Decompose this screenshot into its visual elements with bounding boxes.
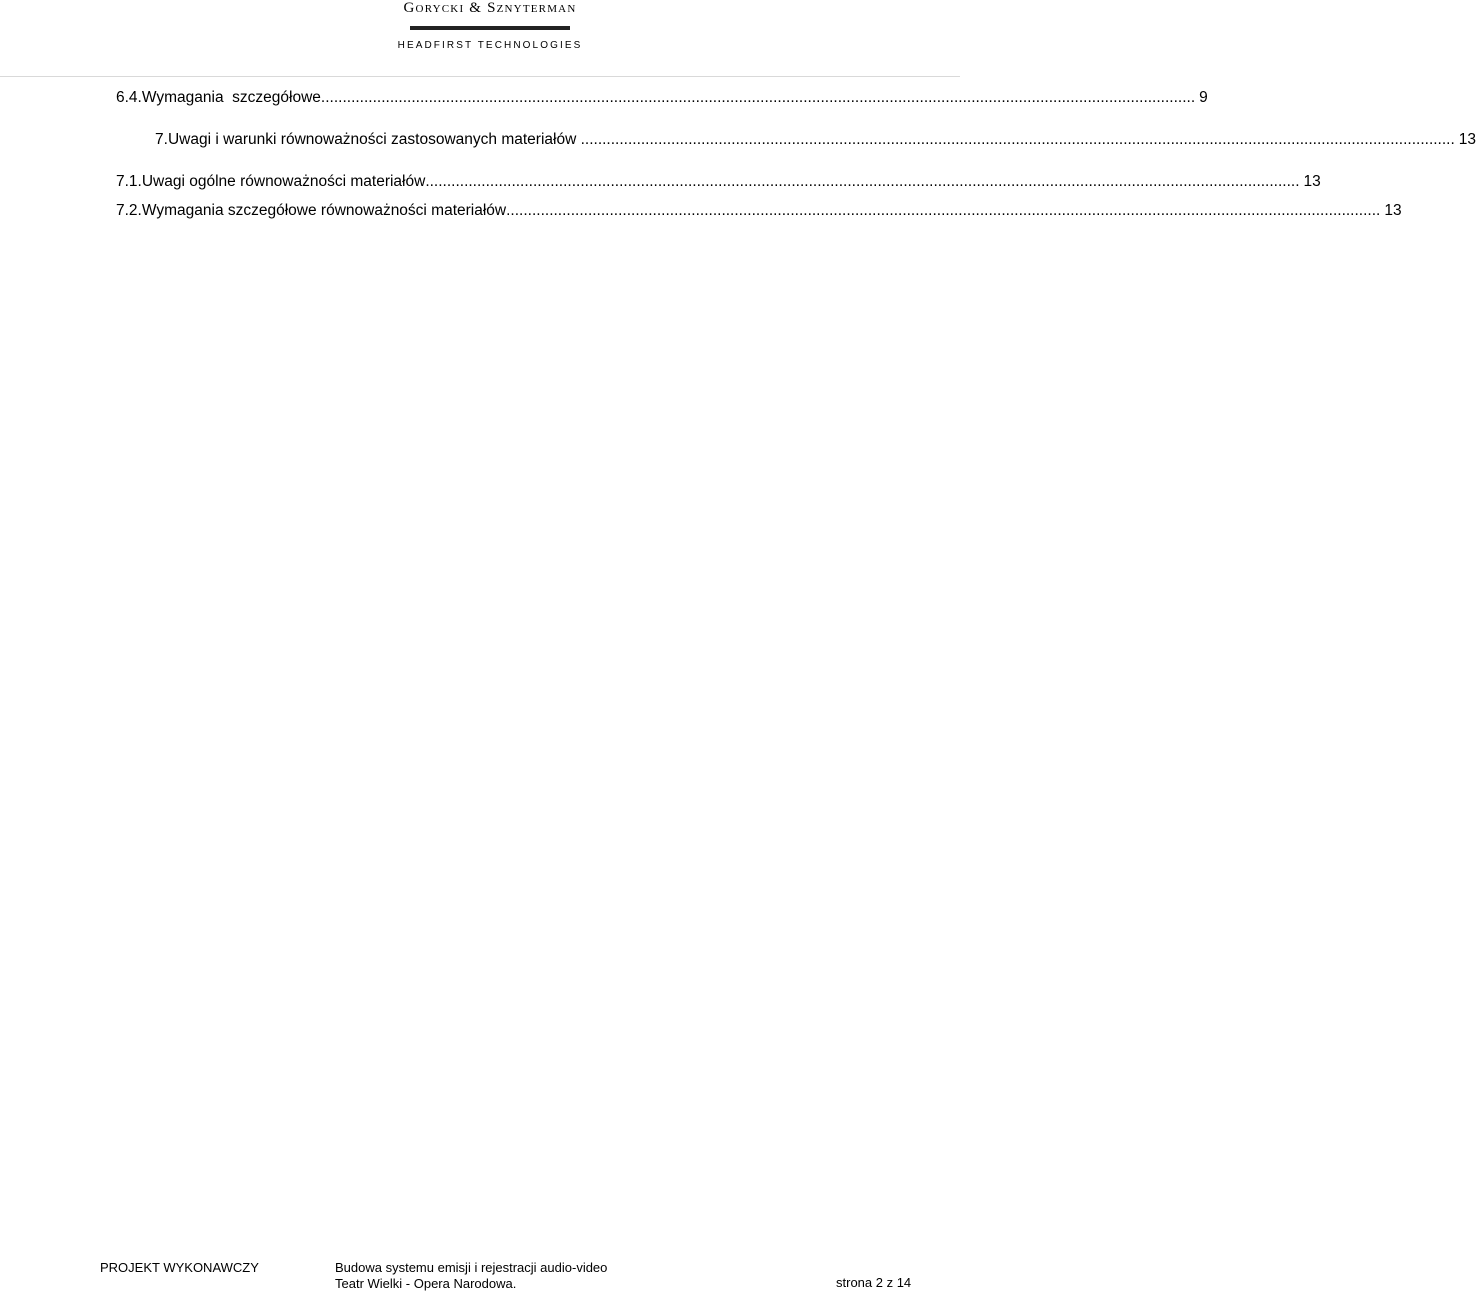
- logo-subtitle: HEADFIRST TECHNOLOGIES: [397, 40, 583, 51]
- page-header: [0, 0, 960, 78]
- footer-project-label: PROJEKT WYKONAWCZY: [100, 1260, 259, 1275]
- toc-entry-title: Wymagania szczegółowe: [141, 89, 321, 106]
- toc-leader-dots: ...........................................................................................................................................................................................................: [320, 89, 1196, 106]
- footer-page-number: strona 2 z 14: [836, 1275, 912, 1290]
- company-logo: [390, 0, 590, 51]
- toc-entry[interactable]: [155, 130, 1476, 150]
- toc-entry-number: 7.: [155, 131, 168, 148]
- toc-leader-dots: ...........................................................................................................................................................................................................: [425, 173, 1300, 190]
- toc-entry-title: Uwagi i warunki równoważności zastosowanych materiałów: [167, 131, 577, 148]
- logo-name: Gorycki & Sznyterman: [403, 0, 577, 16]
- toc-entry[interactable]: [116, 172, 1321, 192]
- toc-entry[interactable]: [116, 201, 1402, 221]
- toc-entry[interactable]: [116, 88, 1208, 108]
- toc-entry-number: 7.1.: [116, 173, 142, 190]
- toc-entry-title: Wymagania szczegółowe równoważności materiałów: [141, 202, 507, 219]
- toc-entry-number: 6.4.: [116, 89, 142, 106]
- logo-bar: [410, 26, 570, 30]
- toc-entry-page: 13: [1303, 173, 1321, 190]
- header-divider: [0, 76, 960, 77]
- toc-entry-title: Uwagi ogólne równoważności materiałów: [141, 173, 426, 190]
- toc-entry-number: 7.2.: [116, 202, 142, 219]
- toc-entry-page: 13: [1458, 131, 1476, 148]
- footer-description-line1: Budowa systemu emisji i rejestracji audio-video: [335, 1260, 608, 1275]
- footer-description-line2: Teatr Wielki - Opera Narodowa.: [335, 1276, 517, 1291]
- toc-entry-page: 13: [1384, 202, 1402, 219]
- toc-entry-page: 9: [1199, 89, 1208, 106]
- toc-leader-dots: ...........................................................................................................................................................................................................: [506, 202, 1381, 219]
- footer-description: [335, 1260, 607, 1292]
- page-footer: [0, 1255, 960, 1293]
- toc-leader-dots: ...........................................................................................................................................................................................................: [576, 131, 1455, 148]
